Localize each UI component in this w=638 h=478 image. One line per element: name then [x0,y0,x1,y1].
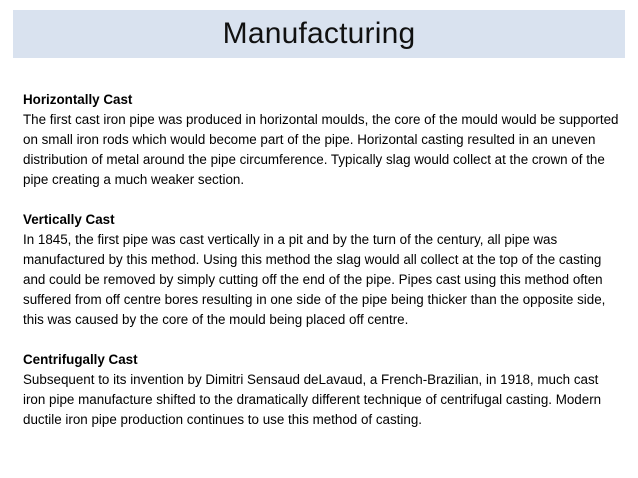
section-heading: Vertically Cast [23,212,115,227]
section-horizontally-cast [23,90,623,190]
section-body: In 1845, the first pipe was cast vertically in a pit and by the turn of the century, all pipe was manufactured by this method. Using this method the slag would all collect at the top of the casting and could be removed by simply cutting off the end of the pipe. Pipes cast using this method often suffered from off centre bores resulting in one side of the pipe being thicker than the opposite side, this was caused by the core of the mould being placed off centre. [23,232,606,327]
section-heading: Centrifugally Cast [23,352,138,367]
section-vertically-cast [23,210,623,330]
section-body: The first cast iron pipe was produced in horizontal moulds, the core of the mould would be supported on small iron rods which would become part of the pipe. Horizontal casting resulted in an uneven distribution of metal around the pipe circumference. Typically slag would collect at the crown of the pipe creating a much weaker section. [23,112,619,187]
slide-content [23,90,623,450]
section-heading: Horizontally Cast [23,92,133,107]
slide-title: Manufacturing [222,17,416,50]
title-bar [13,10,625,58]
section-body: Subsequent to its invention by Dimitri Sensaud deLavaud, a French-Brazilian, in 1918, much cast iron pipe manufacture shifted to the dramatically different technique of centrifugal casting. Modern ductile iron pipe production continues to use this method of casting. [23,372,602,427]
section-centrifugally-cast [23,350,623,430]
